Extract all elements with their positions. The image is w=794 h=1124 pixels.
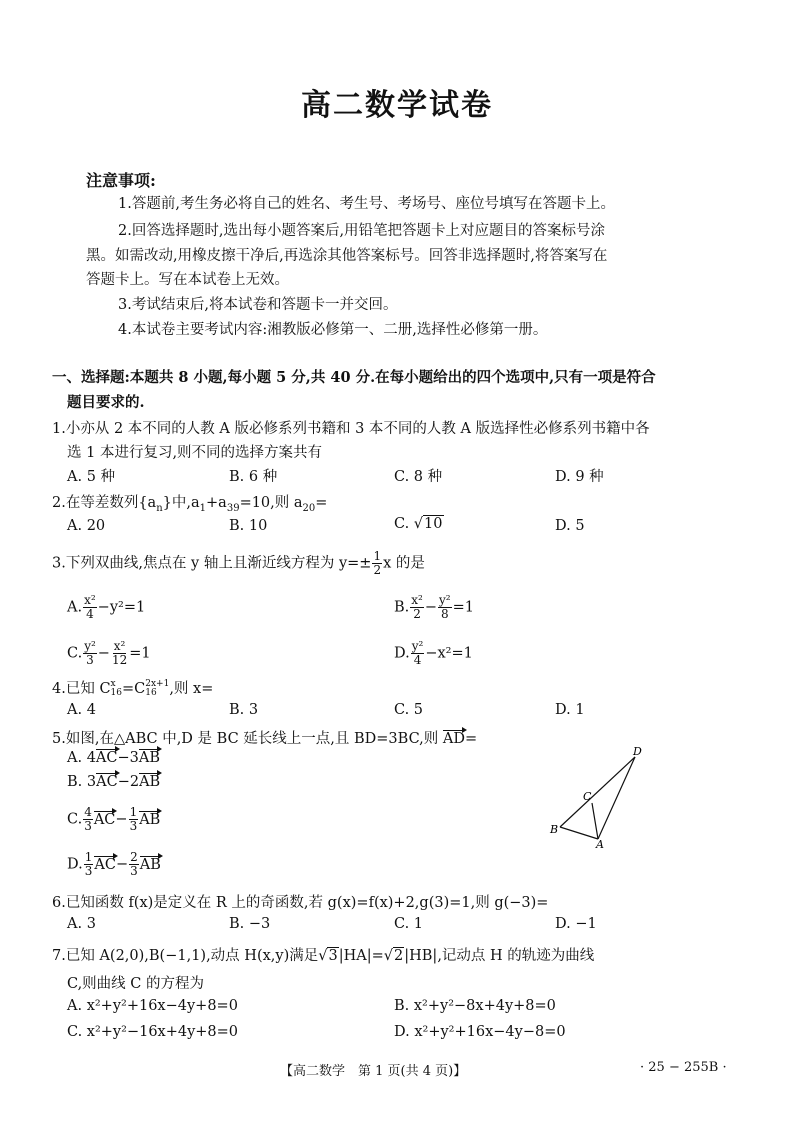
exam-code: · 25 − 255B · — [640, 1060, 727, 1075]
question-3-option-d: D. $\frac{\text{y²}}{4}$ −x²=1 — [394, 639, 473, 667]
notice-line-5: 3.考试结束后,将本试卷和答题卡一并交回。 — [118, 297, 398, 313]
notice-line-1: 1.答题前,考生务必将自己的姓名、考生号、考场号、座位号填写在答题卡上。 — [118, 196, 615, 212]
notice-line-3: 黑。如需改动,用橡皮擦干净后,再选涂其他答案标号。回答非选择题时,将答案写在 — [86, 248, 608, 264]
question-5-option-d: D. $\frac{1}{3}$ AC− $\frac{2}{3}$ AB — [67, 850, 161, 878]
question-4-option-c: C. 5 — [394, 702, 424, 718]
question-1-stem: 1.小亦从 2 本不同的人教 A 版必修系列书籍和 3 本不同的人教 A 版选择性必修系列书籍中各 — [52, 421, 650, 437]
question-1-stem-cont: 选 1 本进行复习,则不同的选择方案共有 — [67, 445, 323, 461]
question-5-stem: 5.如图,在△ABC 中,D 是 BC 延长线上一点,且 BD=3BC,则 AD= — [52, 731, 478, 747]
question-2-stem: 2.在等差数列$\{a_n\}$中$,a_1+a_{39}=10$,则 $a_{20}=$ — [52, 495, 328, 514]
question-1-option-b: B. 6 种 — [229, 469, 278, 485]
question-4-option-d: D. 1 — [555, 702, 585, 718]
figure-line-bd — [560, 757, 635, 827]
question-2-option-a: A. 20 — [67, 518, 106, 534]
section-heading: 一、选择题:本题共 8 小题,每小题 5 分,共 40 分.在每小题给出的四个选项中,只有一项是符合 — [52, 369, 656, 386]
section-heading-cont: 题目要求的. — [67, 394, 145, 411]
question-5-figure — [545, 745, 650, 850]
notice-line-6: 4.本试卷主要考试内容:湘教版必修第一、二册,选择性必修第一册。 — [118, 322, 548, 338]
figure-label-c: C — [583, 790, 592, 803]
question-1-option-a: A. 5 种 — [67, 469, 116, 485]
question-7-stem-cont: C,则曲线 C 的方程为 — [67, 976, 204, 992]
question-7-stem: 7.已知 A(2,0),B(−1,1),动点 H(x,y)满足√3|HA|=√2|HB|,记动点 H 的轨迹为曲线 — [52, 948, 595, 964]
question-4-option-b: B. 3 — [229, 702, 259, 718]
page-footer: 【高二数学 第 1 页(共 4 页)】 — [280, 1064, 467, 1079]
question-3-option-b: B. $\frac{\text{x²}}{2}$ − $\frac{\text{y²}}{8}$ =1 — [394, 593, 474, 621]
question-6-stem: 6.已知函数 f(x)是定义在 R 上的奇函数,若 g(x)=f(x)+2,g(3)=1,则 g(−3)= — [52, 895, 549, 911]
question-6-option-b: B. −3 — [229, 916, 271, 932]
question-7-option-b: B. x²+y²−8x+4y+8=0 — [394, 998, 556, 1014]
question-7-option-d: D. x²+y²+16x−4y−8=0 — [394, 1024, 566, 1040]
question-5-option-b: B. 3AC−2AB — [67, 774, 161, 790]
page-title: 高二数学试卷 — [301, 88, 493, 123]
question-1-option-d: D. 9 种 — [555, 469, 604, 485]
question-4-stem: 4.已知 C x 16 =C 2x+1 16 ,则 x= — [52, 679, 214, 698]
figure-label-d: D — [633, 745, 642, 758]
question-2-option-d: D. 5 — [555, 518, 585, 534]
question-7-option-c: C. x²+y²−16x+4y+8=0 — [67, 1024, 239, 1040]
notice-line-4: 答题卡上。写在本试卷上无效。 — [86, 272, 289, 288]
figure-line-ad — [598, 757, 635, 839]
question-3-option-c: C. $\frac{\text{y²}}{3}$ − $\frac{\text{x²}}{12}$ =1 — [67, 639, 151, 667]
figure-line-ba — [560, 827, 598, 839]
notice-heading: 注意事项: — [86, 171, 156, 190]
question-5-option-a: A. 4AC−3AB — [67, 750, 161, 766]
question-2-option-b: B. 10 — [229, 518, 268, 534]
question-1-option-c: C. 8 种 — [394, 469, 443, 485]
notice-line-2: 2.回答选择题时,选出每小题答案后,用铅笔把答题卡上对应题目的答案标号涂 — [118, 223, 606, 239]
question-6-option-c: C. 1 — [394, 916, 424, 932]
question-3-option-a: A. $\frac{\text{x²}}{4}$ −y²=1 — [67, 593, 146, 621]
question-7-option-a: A. x²+y²+16x−4y+8=0 — [67, 998, 238, 1014]
question-6-option-a: A. 3 — [67, 916, 96, 932]
question-2-option-c: C. √10 — [394, 516, 443, 532]
question-4-option-a: A. 4 — [67, 702, 96, 718]
figure-label-b: B — [550, 823, 559, 836]
question-5-option-c: C. $\frac{4}{3}$ AC− $\frac{1}{3}$ AB — [67, 805, 161, 833]
figure-line-ac — [592, 803, 598, 839]
question-6-option-d: D. −1 — [555, 916, 597, 932]
question-3-stem: 3.下列双曲线,焦点在 y 轴上且渐近线方程为 y=± $\frac{1}{2}$ x 的是 — [52, 549, 425, 577]
figure-label-a: A — [596, 838, 604, 850]
